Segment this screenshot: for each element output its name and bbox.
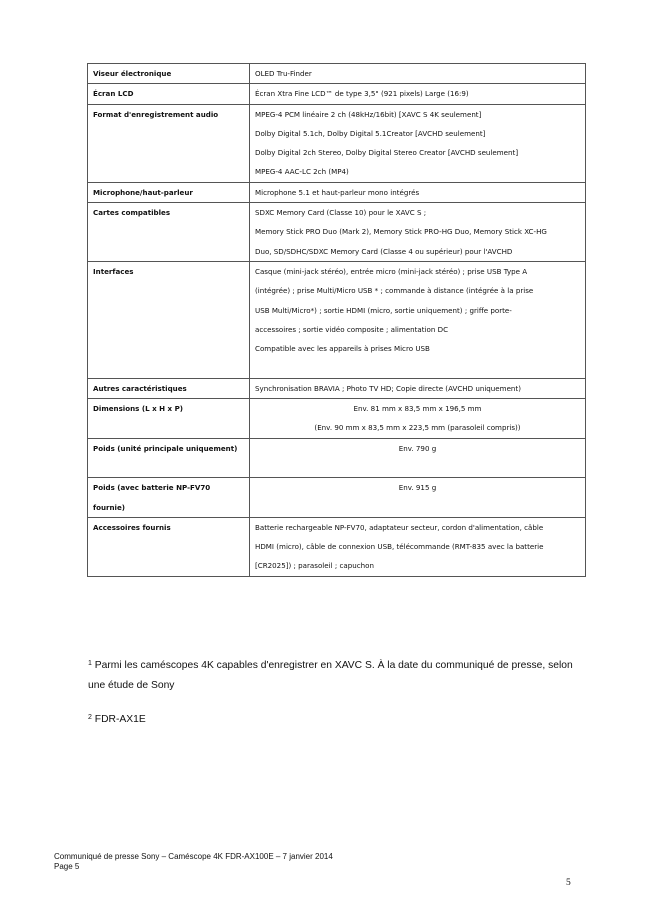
spec-value-line: Dolby Digital 2ch Stereo, Dolby Digital Stereo Creator [AVCHD seulement]	[255, 148, 519, 158]
spec-label: Format d'enregistrement audio	[88, 104, 250, 182]
spec-value-line: (Env. 90 mm x 83,5 mm x 223,5 mm (parasoleil compris))	[314, 423, 521, 433]
footnote-2-text: FDR-AX1E	[94, 714, 146, 725]
spec-value-line: Env. 915 g	[398, 483, 437, 493]
footer-title: Communiqué de presse Sony – Caméscope 4K FDR-AX100E – 7 janvier 2014	[54, 852, 333, 861]
spec-label: Accessoires fournis	[88, 517, 250, 576]
spec-value-line: Compatible avec les appareils à prises Micro USB	[255, 344, 430, 354]
spec-value-line: Synchronisation BRAVIA ; Photo TV HD; Copie directe (AVCHD uniquement)	[255, 383, 521, 393]
page-footer	[54, 852, 333, 871]
spec-value	[250, 64, 586, 84]
spec-value-line: Microphone 5.1 et haut-parleur mono intégrés	[255, 187, 420, 197]
spec-label: Cartes compatibles	[88, 203, 250, 262]
spec-value-line: (intégrée) ; prise Multi/Micro USB * ; commande à distance (intégrée à la prise	[255, 286, 534, 296]
specs-table	[87, 63, 586, 577]
spec-label: Viseur électronique	[88, 64, 250, 84]
spec-value-line: MPEG-4 PCM linéaire 2 ch (48kHz/16bit) [XAVC S 4K seulement]	[255, 109, 482, 119]
spec-value-line: OLED Tru-Finder	[255, 69, 312, 78]
spec-row	[88, 104, 586, 182]
spec-value-line: HDMI (micro), câble de connexion USB, télécommande (RMT-835 avec la batterie	[255, 542, 544, 552]
footnote-2-marker: 2	[88, 714, 92, 721]
spec-value-line: Écran Xtra Fine LCD™ de type 3,5" (921 pixels) Large (16:9)	[255, 89, 469, 99]
spec-value	[250, 517, 586, 576]
spec-label: Dimensions (L x H x P)	[88, 399, 250, 439]
spec-value-line: accessoires ; sortie vidéo composite ; alimentation DC	[255, 324, 449, 334]
spec-value-line	[255, 358, 580, 377]
spec-label: Microphone/haut-parleur	[88, 182, 250, 202]
spec-row	[88, 438, 586, 478]
spec-value-line: SDXC Memory Card (Classe 10) pour le XAVC S ;	[255, 208, 427, 218]
spec-label: Autres caractéristiques	[88, 378, 250, 398]
spec-value	[250, 104, 586, 182]
spec-value	[250, 378, 586, 398]
spec-value-line: Duo, SD/SDHC/SDXC Memory Card (Classe 4 ou supérieur) pour l'AVCHD	[255, 246, 513, 256]
spec-row	[88, 378, 586, 398]
page-number: 5	[566, 878, 571, 888]
spec-value	[250, 478, 586, 518]
footnote-1	[88, 654, 588, 696]
spec-value-line: Dolby Digital 5.1ch, Dolby Digital 5.1Creator [AVCHD seulement]	[255, 128, 486, 138]
spec-row	[88, 203, 586, 262]
spec-value-line: Env. 790 g	[398, 443, 437, 453]
spec-row	[88, 478, 586, 518]
spec-value	[250, 261, 586, 378]
spec-row	[88, 399, 586, 439]
spec-value-line: Env. 81 mm x 83,5 mm x 196,5 mm	[353, 404, 482, 414]
spec-value	[250, 84, 586, 104]
footnote-1-text: Parmi les caméscopes 4K capables d'enregistrer en XAVC S. À la date du communiqué de presse, selon une étude de Sony	[88, 660, 573, 691]
spec-row	[88, 84, 586, 104]
spec-row	[88, 64, 586, 84]
spec-row	[88, 182, 586, 202]
footnote-2	[88, 708, 588, 730]
spec-value-line: Memory Stick PRO Duo (Mark 2), Memory Stick PRO-HG Duo, Memory Stick XC-HG	[255, 227, 547, 237]
spec-value-line: [CR2025]) ; parasoleil ; capuchon	[255, 561, 374, 571]
spec-value-line: Batterie rechargeable NP-FV70, adaptateur secteur, cordon d'alimentation, câble	[255, 522, 544, 532]
spec-value	[250, 399, 586, 439]
spec-value	[250, 438, 586, 478]
spec-row	[88, 517, 586, 576]
spec-value	[250, 203, 586, 262]
spec-label: Poids (avec batterie NP-FV70 fournie)	[88, 478, 250, 518]
footnote-1-marker: 1	[88, 660, 92, 667]
spec-value	[250, 182, 586, 202]
spec-label: Écran LCD	[88, 84, 250, 104]
spec-label: Poids (unité principale uniquement)	[88, 438, 250, 478]
spec-value-line: MPEG-4 AAC-LC 2ch (MP4)	[255, 167, 349, 177]
spec-value-line: USB Multi/Micro*) ; sortie HDMI (micro, sortie uniquement) ; griffe porte-	[255, 305, 512, 315]
spec-row	[88, 261, 586, 378]
footer-page-label: Page 5	[54, 861, 80, 871]
spec-value-line: Casque (mini-jack stéréo), entrée micro (mini-jack stéréo) ; prise USB Type A	[255, 266, 528, 276]
spec-label: Interfaces	[88, 261, 250, 378]
